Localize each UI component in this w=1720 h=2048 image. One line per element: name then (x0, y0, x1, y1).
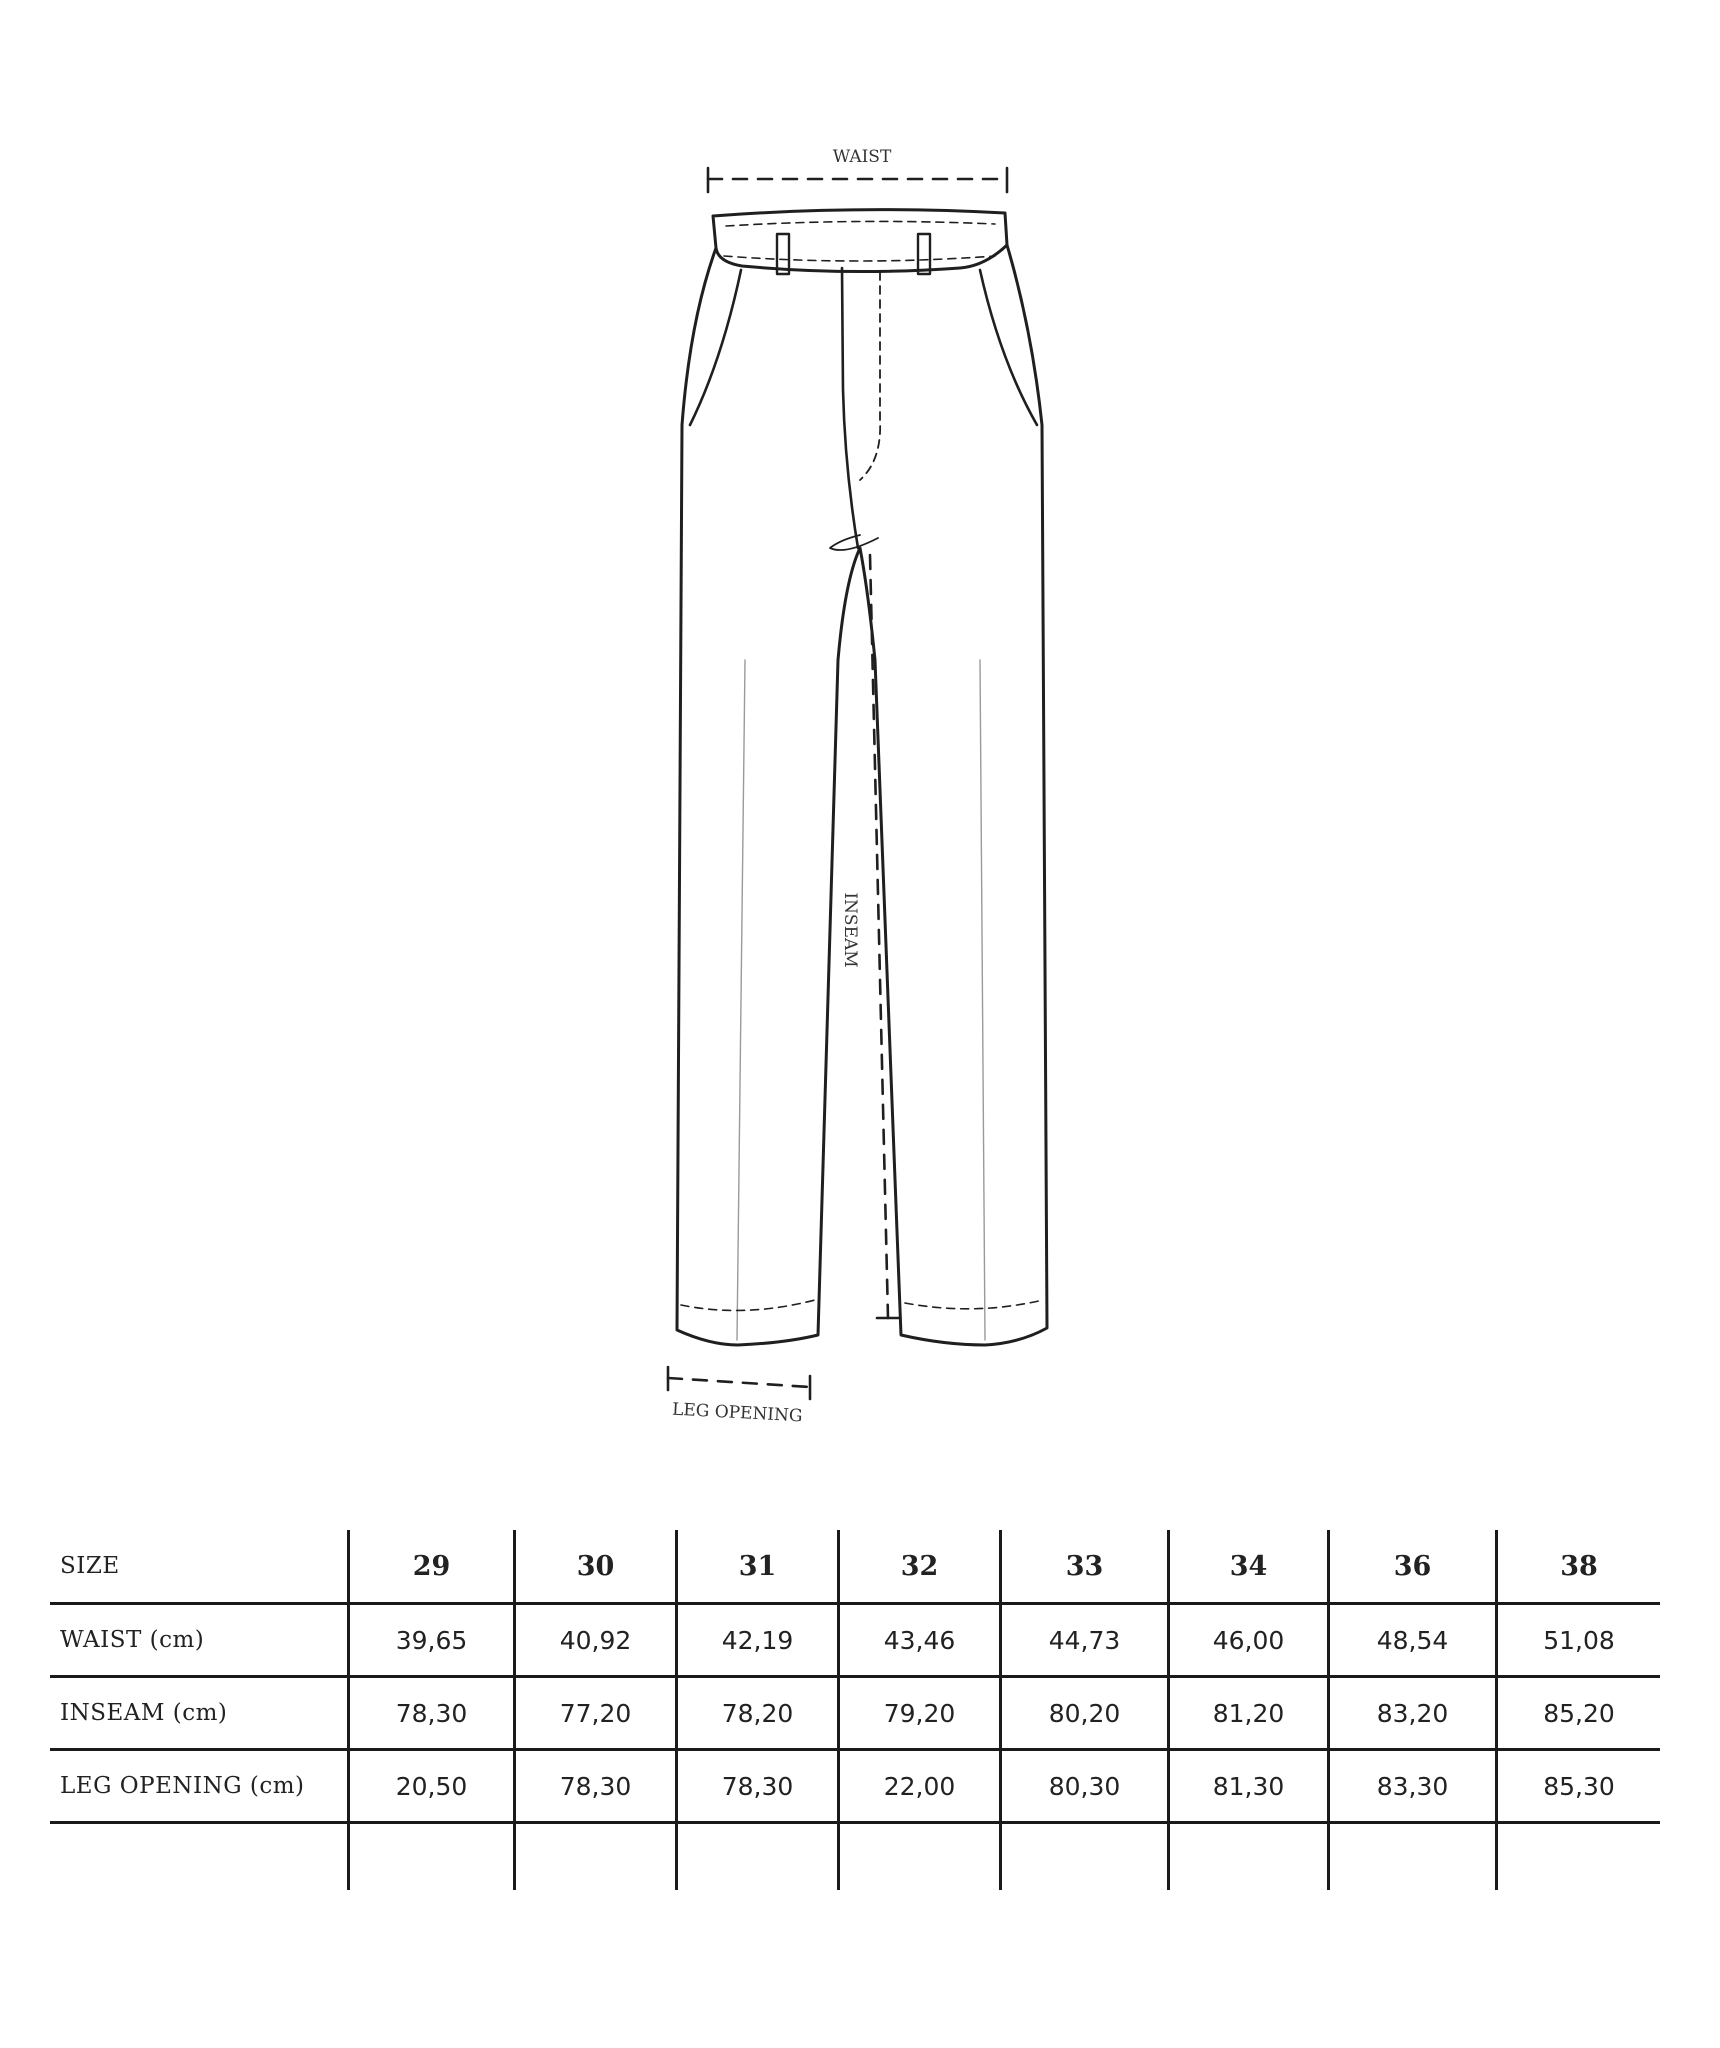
table-cell: 79,20 (883, 1698, 956, 1728)
table-cell: 42,19 (721, 1625, 794, 1655)
table-cell: 80,20 (1048, 1698, 1121, 1728)
table-cell: 46,00 (1212, 1625, 1285, 1655)
trousers-outline (677, 245, 1047, 1345)
size-header-label: SIZE (60, 1553, 120, 1579)
table-cell: 22,00 (883, 1771, 956, 1801)
leg-opening-label: LEG OPENING (671, 1399, 803, 1427)
size-header-cell: 30 (576, 1550, 615, 1582)
table-cell: 85,30 (1543, 1771, 1615, 1801)
table-cell: 44,73 (1048, 1625, 1121, 1655)
table-header-row (50, 1530, 1660, 1602)
table-cell: 20,50 (395, 1771, 468, 1801)
size-header-cell: 38 (1560, 1550, 1598, 1582)
size-header-cell: 32 (900, 1550, 939, 1582)
table-cell: 78,20 (721, 1698, 794, 1728)
table-cell: 85,20 (1543, 1698, 1615, 1728)
table-row (50, 1604, 1660, 1676)
waist-dimension-line (708, 168, 1007, 192)
table-cell: 78,30 (721, 1771, 794, 1801)
table-cell: 81,30 (1212, 1771, 1285, 1801)
table-cell: 48,54 (1376, 1625, 1449, 1655)
table-cell: 83,30 (1376, 1771, 1449, 1801)
waist-row-label: WAIST (cm) (60, 1627, 205, 1653)
table-cell: 81,20 (1212, 1698, 1285, 1728)
size-table (50, 1530, 1660, 1900)
waist-label: WAIST (832, 147, 892, 167)
table-row (50, 1750, 1660, 1822)
size-header-cell: 34 (1229, 1550, 1268, 1582)
table-cell: 77,20 (559, 1698, 632, 1728)
table-cell: 83,20 (1376, 1698, 1449, 1728)
inseam-row-label: INSEAM (cm) (60, 1700, 228, 1726)
table-cell: 51,08 (1543, 1625, 1615, 1655)
size-header-cell: 31 (738, 1550, 777, 1582)
table-row (50, 1677, 1660, 1749)
table-cell: 78,30 (559, 1771, 632, 1801)
size-header-cell: 33 (1065, 1550, 1104, 1582)
size-header-cell: 36 (1393, 1550, 1432, 1582)
table-cell: 78,30 (395, 1698, 468, 1728)
size-header-cell: 29 (412, 1550, 451, 1582)
table-cell: 80,30 (1048, 1771, 1121, 1801)
inseam-label: INSEAM (840, 892, 860, 968)
leg-opening-dimension-line (668, 1367, 810, 1399)
table-cell: 43,46 (883, 1625, 956, 1655)
leg-opening-row-label: LEG OPENING (cm) (60, 1773, 305, 1799)
waistband (713, 210, 1007, 274)
table-cell: 40,92 (559, 1625, 632, 1655)
table-cell: 39,65 (395, 1625, 468, 1655)
